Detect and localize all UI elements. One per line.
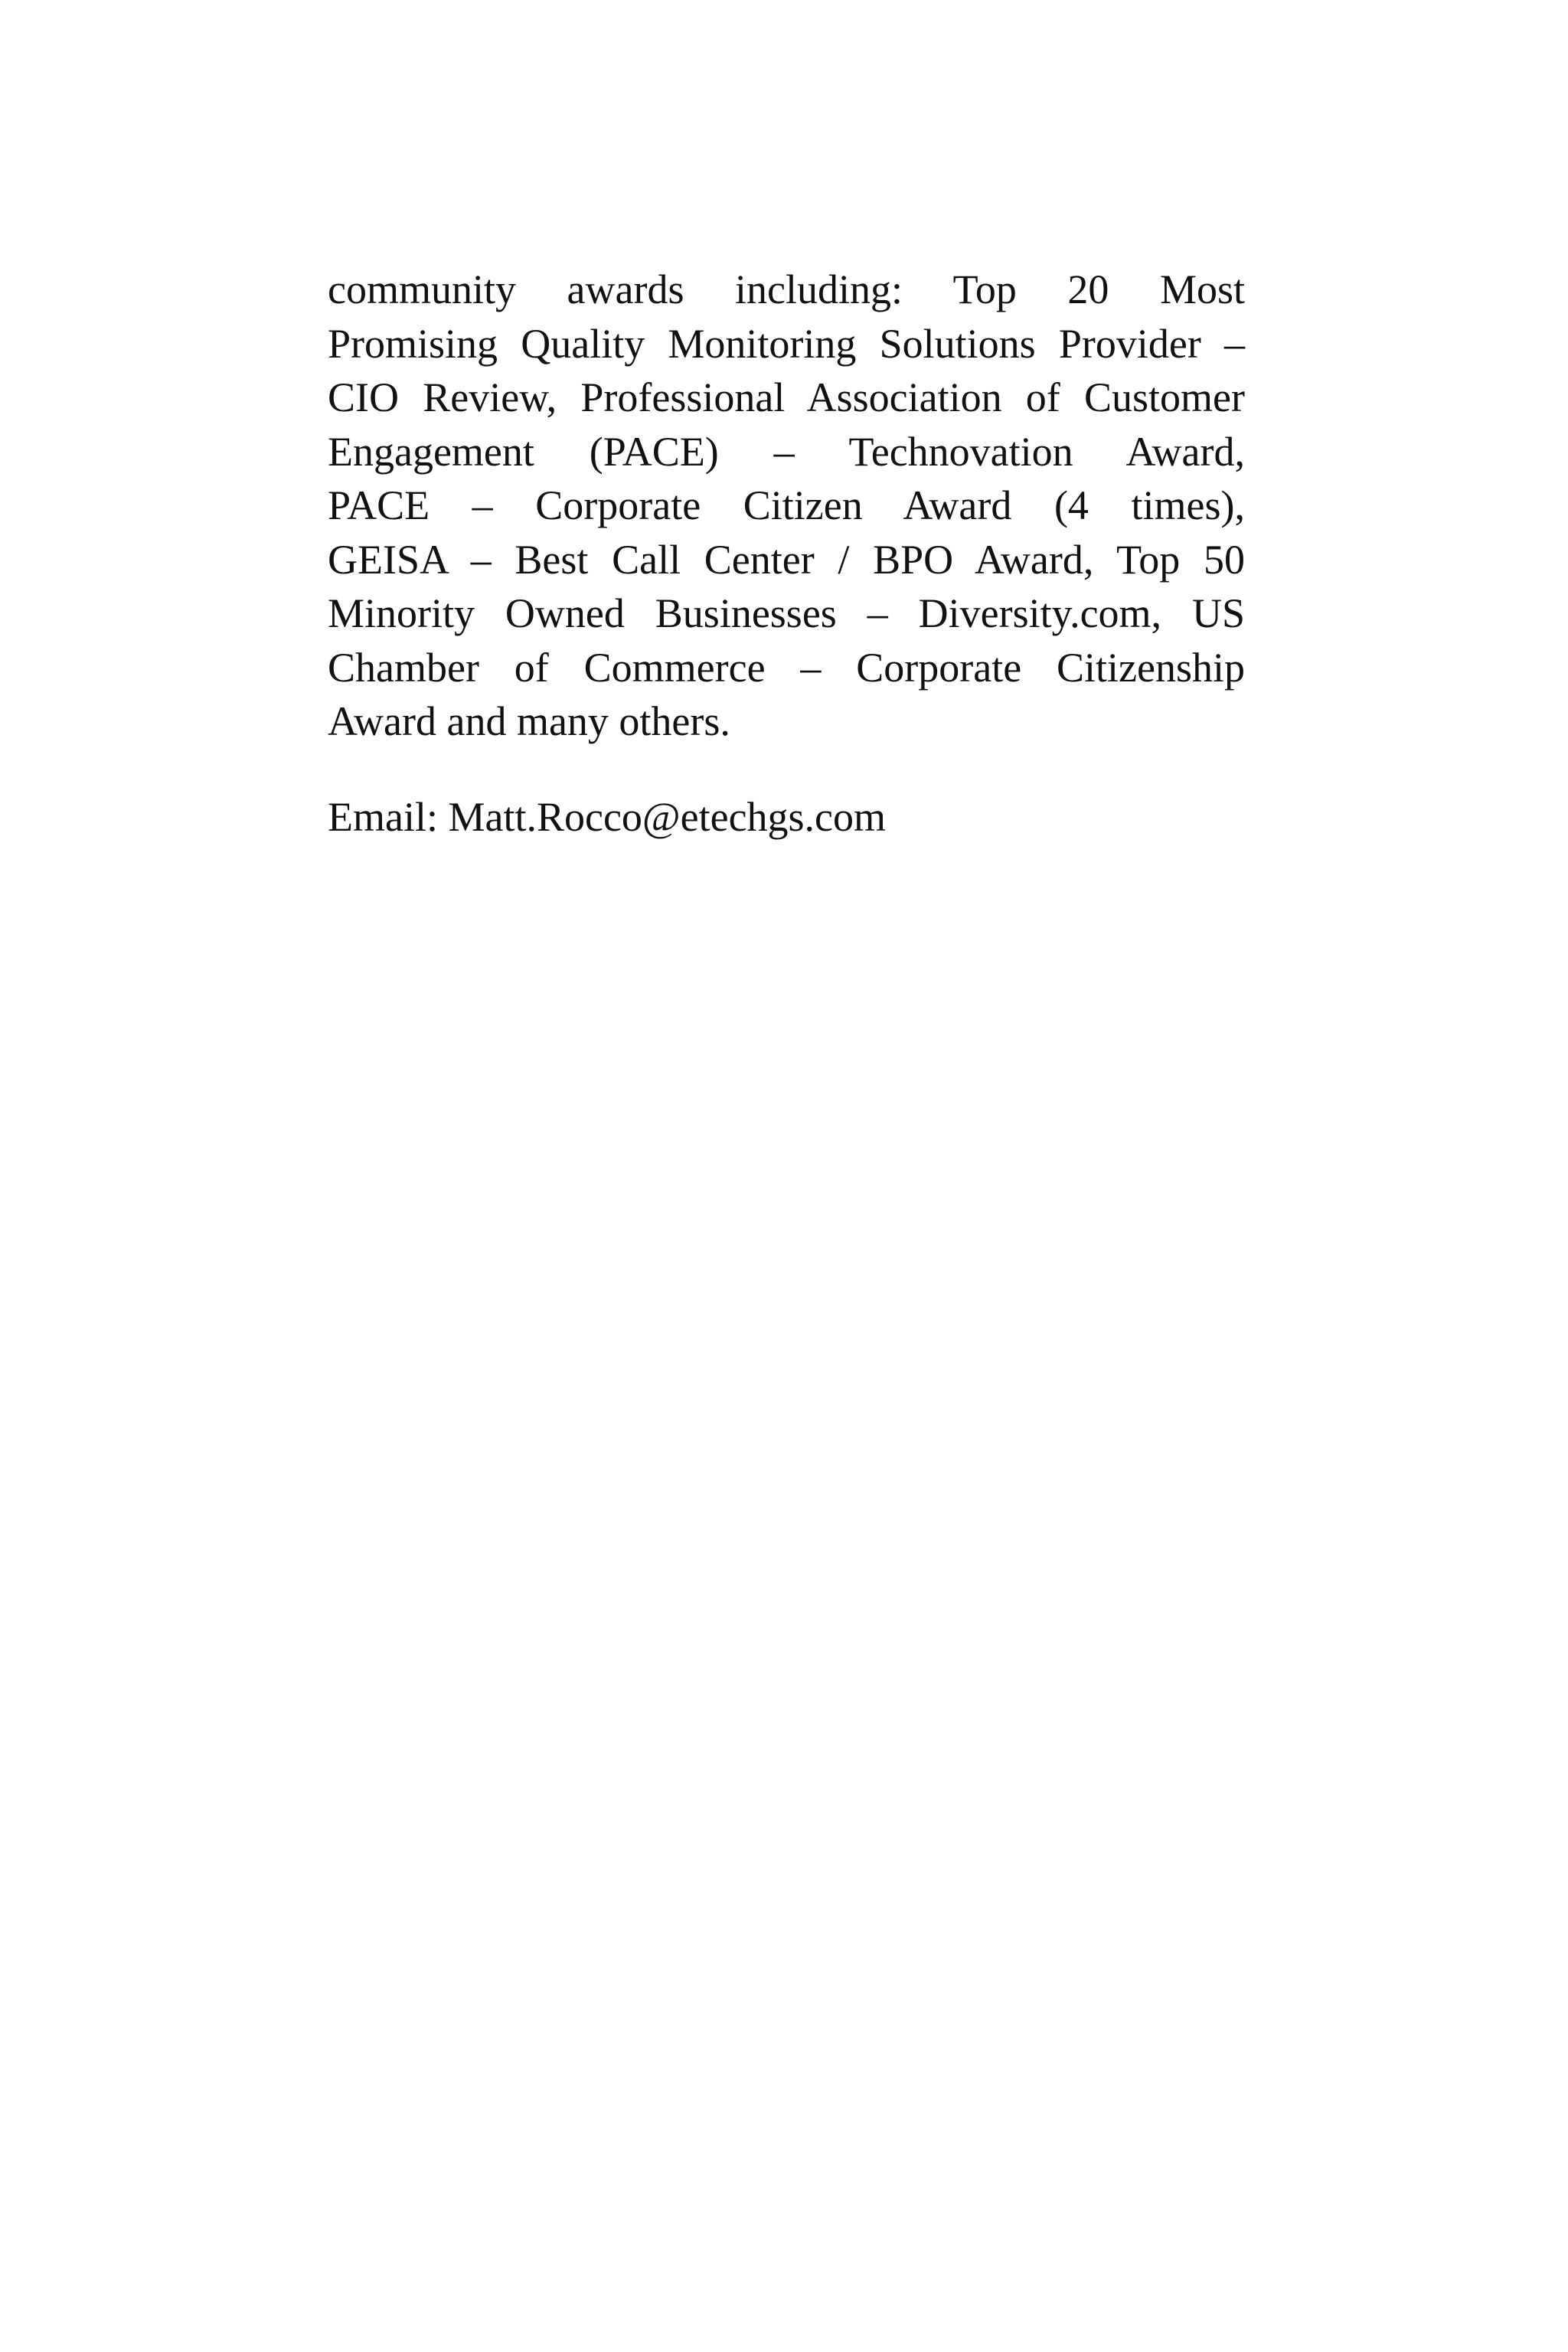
paragraph-line: Promising Quality Monitoring Solutions Provider – — [328, 320, 1245, 367]
paragraph-line: GEISA – Best Call Center / BPO Award, Top 50 — [328, 536, 1245, 583]
awards-paragraph — [328, 263, 1245, 749]
email-contact: Email: Matt.Rocco@etechgs.com — [328, 794, 887, 840]
paragraph-line: Award and many others. — [328, 698, 730, 744]
paragraph-line: community awards including: Top 20 Most — [328, 266, 1245, 312]
paragraph-line: PACE – Corporate Citizen Award (4 times), — [328, 482, 1245, 528]
paragraph-line: Engagement (PACE) – Technovation Award, — [328, 428, 1245, 475]
paragraph-line: Chamber of Commerce – Corporate Citizenship — [328, 644, 1245, 691]
paragraph-line: CIO Review, Professional Association of Customer — [328, 374, 1245, 420]
paragraph-line: Minority Owned Businesses – Diversity.com, US — [328, 590, 1245, 636]
